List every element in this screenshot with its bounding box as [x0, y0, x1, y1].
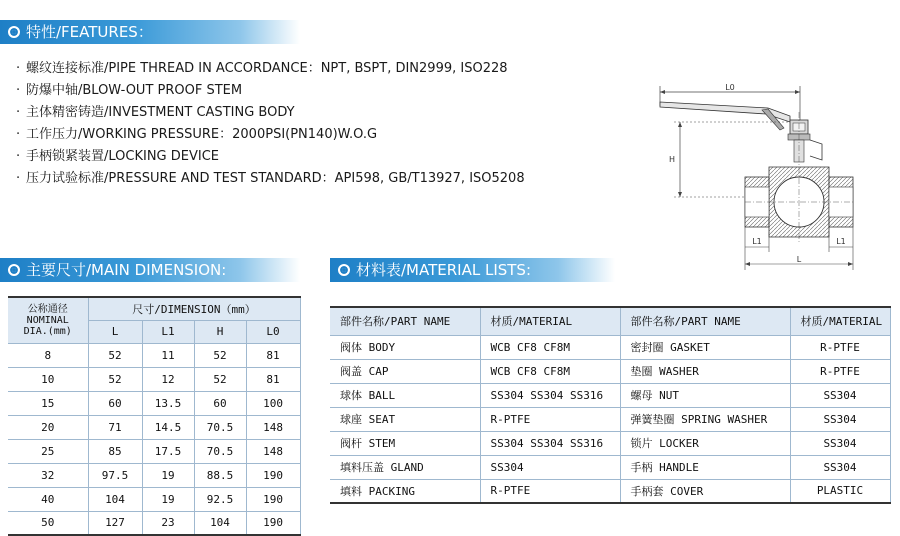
- feature-text: 螺纹连接标准/PIPE THREAD IN ACCORDANCE：NPT, BSPT, DIN2999, ISO228: [26, 61, 508, 76]
- table-cell: 阀杆 STEM: [330, 431, 480, 455]
- table-cell: 52: [194, 343, 246, 367]
- header-part-name: 部件名称/PART NAME: [620, 307, 790, 335]
- features-title: 特性/FEATURES：: [26, 23, 153, 41]
- table-cell: 13.5: [142, 391, 194, 415]
- feature-text: 压力试验标准/PRESSURE AND TEST STANDARD：API598, GB/T13927, ISO5208: [26, 171, 525, 186]
- table-cell: 100: [246, 391, 300, 415]
- table-cell: WCB CF8 CF8M: [480, 335, 620, 359]
- table-cell: SS304: [790, 431, 890, 455]
- feature-text: 工作压力/WORKING PRESSURE：2000PSI(PN140)W.O.G: [26, 127, 378, 142]
- feature-item: [16, 80, 616, 102]
- table-cell: 填料压盖 GLAND: [330, 455, 480, 479]
- table-cell: 8: [8, 343, 88, 367]
- col-l: L: [88, 320, 142, 343]
- table-cell: 手柄套 COVER: [620, 479, 790, 503]
- col-l0: L0: [246, 320, 300, 343]
- table-row: [8, 487, 300, 511]
- table-cell: PLASTIC: [790, 479, 890, 503]
- dimension-table: [8, 296, 301, 536]
- table-cell: 锁片 LOCKER: [620, 431, 790, 455]
- table-cell: 52: [88, 367, 142, 391]
- l-label: L: [796, 255, 802, 264]
- table-cell: SS304: [790, 383, 890, 407]
- table-cell: 88.5: [194, 463, 246, 487]
- feature-item: [16, 168, 616, 190]
- table-cell: 19: [142, 463, 194, 487]
- table-cell: 填料 PACKING: [330, 479, 480, 503]
- bullet-circle-icon: [8, 264, 20, 276]
- table-row: [8, 439, 300, 463]
- table-cell: 15: [8, 391, 88, 415]
- table-cell: 40: [8, 487, 88, 511]
- feature-item: [16, 124, 616, 146]
- material-banner: [330, 258, 615, 282]
- l1-right-label: L1: [836, 237, 846, 246]
- table-row: [8, 463, 300, 487]
- table-cell: 70.5: [194, 439, 246, 463]
- col-h: H: [194, 320, 246, 343]
- table-cell: R-PTFE: [790, 335, 890, 359]
- table-cell: WCB CF8 CF8M: [480, 359, 620, 383]
- table-cell: SS304: [480, 455, 620, 479]
- table-cell: 14.5: [142, 415, 194, 439]
- table-cell: 17.5: [142, 439, 194, 463]
- feature-item: [16, 102, 616, 124]
- table-cell: R-PTFE: [480, 407, 620, 431]
- feature-text: 主体精密铸造/INVESTMENT CASTING BODY: [26, 105, 295, 120]
- table-cell: 70.5: [194, 415, 246, 439]
- features-banner: [0, 20, 300, 44]
- table-cell: 81: [246, 367, 300, 391]
- table-cell: 螺母 NUT: [620, 383, 790, 407]
- bullet-circle-icon: [8, 26, 20, 38]
- table-row: [330, 455, 890, 479]
- table-cell: 11: [142, 343, 194, 367]
- table-row: [330, 431, 890, 455]
- table-cell: 12: [142, 367, 194, 391]
- nominal-header-cn: 公称通径: [27, 303, 68, 315]
- bullet-dot: ·: [16, 171, 21, 186]
- table-row: [8, 511, 300, 535]
- table-row: [8, 391, 300, 415]
- table-cell: R-PTFE: [790, 359, 890, 383]
- table-row: [330, 407, 890, 431]
- nominal-header-unit: DIA.(mm): [23, 325, 72, 337]
- dimension-header: 尺寸/DIMENSION（mm）: [88, 297, 300, 320]
- table-cell: 50: [8, 511, 88, 535]
- table-cell: 71: [88, 415, 142, 439]
- table-cell: 19: [142, 487, 194, 511]
- bullet-dot: ·: [16, 127, 21, 142]
- col-l1: L1: [142, 320, 194, 343]
- table-cell: 148: [246, 439, 300, 463]
- table-row: [330, 335, 890, 359]
- table-cell: 85: [88, 439, 142, 463]
- table-cell: 190: [246, 463, 300, 487]
- table-cell: 32: [8, 463, 88, 487]
- valve-body: [745, 112, 853, 242]
- feature-item: [16, 58, 616, 80]
- nominal-header-en: NOMINAL: [26, 314, 69, 326]
- table-cell: 密封圈 GASKET: [620, 335, 790, 359]
- table-cell: 52: [194, 367, 246, 391]
- table-cell: 10: [8, 367, 88, 391]
- nominal-header: [8, 297, 88, 343]
- feature-item: [16, 146, 616, 168]
- bullet-dot: ·: [16, 83, 21, 98]
- table-cell: 手柄 HANDLE: [620, 455, 790, 479]
- table-cell: 阀盖 CAP: [330, 359, 480, 383]
- feature-text: 防爆中轴/BLOW-OUT PROOF STEM: [26, 83, 243, 98]
- bullet-dot: ·: [16, 149, 21, 164]
- header-material: 材质/MATERIAL: [480, 307, 620, 335]
- feature-text: 手柄锁紧装置/LOCKING DEVICE: [26, 149, 220, 164]
- table-cell: 104: [194, 511, 246, 535]
- table-cell: 104: [88, 487, 142, 511]
- table-cell: 81: [246, 343, 300, 367]
- table-cell: 23: [142, 511, 194, 535]
- table-cell: 190: [246, 487, 300, 511]
- table-cell: R-PTFE: [480, 479, 620, 503]
- table-row: [8, 415, 300, 439]
- table-cell: 60: [194, 391, 246, 415]
- table-cell: 127: [88, 511, 142, 535]
- l1-left-label: L1: [752, 237, 762, 246]
- ball-valve-diagram: [650, 82, 895, 272]
- stem-nut: [788, 120, 822, 162]
- material-title: 材料表/MATERIAL LISTS:: [356, 261, 532, 279]
- table-cell: 弹簧垫圈 SPRING WASHER: [620, 407, 790, 431]
- table-row: [330, 479, 890, 503]
- table-row: [8, 367, 300, 391]
- table-cell: 阀体 BODY: [330, 335, 480, 359]
- table-cell: 92.5: [194, 487, 246, 511]
- table-cell: 148: [246, 415, 300, 439]
- header-material: 材质/MATERIAL: [790, 307, 890, 335]
- h-label: H: [668, 155, 676, 164]
- table-cell: SS304 SS304 SS316: [480, 383, 620, 407]
- table-cell: 52: [88, 343, 142, 367]
- material-table: [330, 306, 891, 504]
- table-cell: 垫圈 WASHER: [620, 359, 790, 383]
- bullet-circle-icon: [338, 264, 350, 276]
- table-row: [330, 383, 890, 407]
- table-cell: 60: [88, 391, 142, 415]
- table-cell: 球体 BALL: [330, 383, 480, 407]
- features-list: [16, 58, 616, 190]
- dimension-banner: [0, 258, 300, 282]
- table-cell: 球座 SEAT: [330, 407, 480, 431]
- table-cell: 190: [246, 511, 300, 535]
- table-cell: 97.5: [88, 463, 142, 487]
- table-row: [330, 359, 890, 383]
- bullet-dot: ·: [16, 61, 21, 76]
- bullet-dot: ·: [16, 105, 21, 120]
- table-cell: SS304: [790, 407, 890, 431]
- table-row: [8, 343, 300, 367]
- table-cell: SS304: [790, 455, 890, 479]
- header-part-name: 部件名称/PART NAME: [330, 307, 480, 335]
- table-cell: SS304 SS304 SS316: [480, 431, 620, 455]
- table-cell: 25: [8, 439, 88, 463]
- l0-label: L0: [725, 83, 735, 92]
- dimension-title: 主要尺寸/MAIN DIMENSION:: [26, 261, 227, 279]
- table-cell: 20: [8, 415, 88, 439]
